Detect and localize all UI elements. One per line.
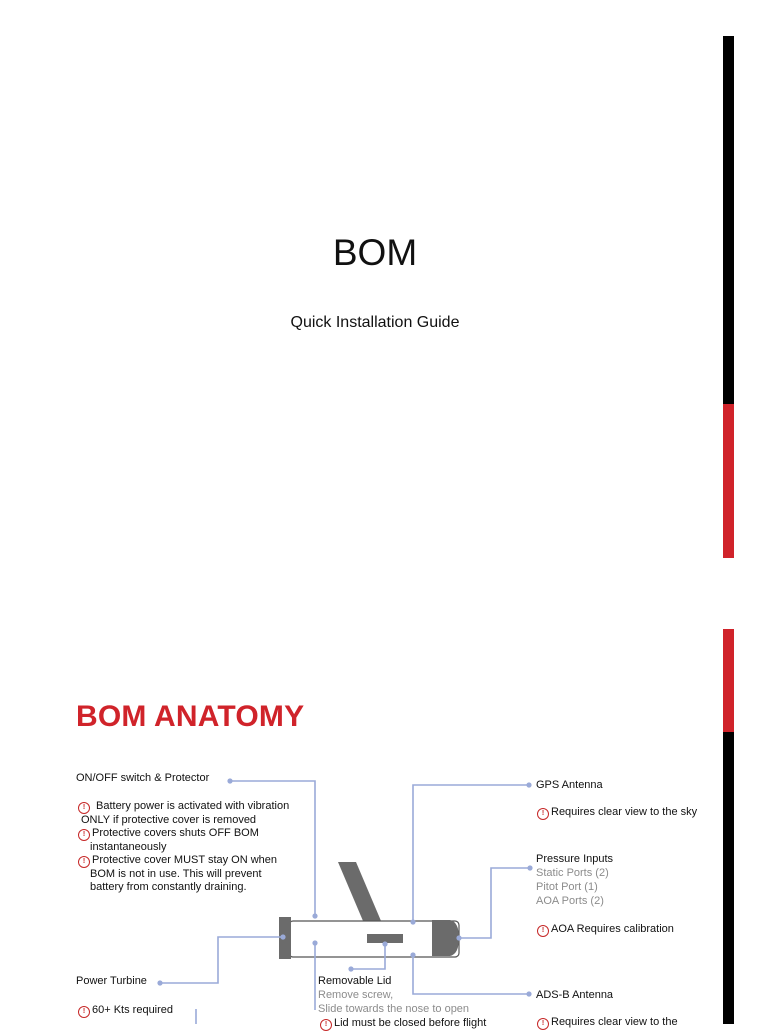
pressure-static-ports: Static Ports (2) [536,867,609,879]
warning-circle-icon: ! [78,1006,90,1018]
on-off-note-3b: BOM is not in use. This will prevent [90,868,262,880]
pressure-inputs-label: Pressure Inputs [536,853,614,865]
adsb-antenna-note: ! Requires clear view to the [537,1016,678,1030]
nose-cone [432,920,459,956]
warning-circle-icon: ! [78,802,90,814]
removable-lid-label: Removable Lid [318,975,392,987]
on-off-notes [78,800,289,894]
warning-circle-icon: ! [320,1019,332,1031]
pressure-pitot-port: Pitot Port (1) [536,881,598,893]
on-off-note-2: Protective covers shuts OFF BOM [92,827,259,839]
warning-circle-icon: ! [78,829,90,841]
power-turbine-note: ! 60+ Kts required [78,1004,173,1018]
removable-lid-note: ! Lid must be closed before flight [320,1017,486,1031]
warning-circle-icon: ! [78,856,90,868]
on-off-note-3c: battery from constantly draining. [90,881,247,893]
power-switch-tab [338,862,384,928]
warning-circle-icon: ! [537,1018,549,1030]
power-turbine-label: Power Turbine [76,975,147,987]
on-off-note-1: Battery power is activated with vibration [96,800,290,812]
on-off-switch-label: ON/OFF switch & Protector [76,772,210,784]
pressure-inputs-note: ! AOA Requires calibration [537,923,674,937]
adsb-antenna-label: ADS-B Antenna [536,989,614,1001]
removable-lid-line2: Slide towards the nose to open [318,1003,470,1015]
on-off-note-3: Protective cover MUST stay ON when [92,854,278,866]
gps-antenna-label: GPS Antenna [536,779,603,791]
page-title: BOM [332,232,418,273]
warning-circle-icon: ! [537,808,549,820]
on-off-note-1b: ONLY if protective cover is removed [81,814,257,826]
page-subtitle: Quick Installation Guide [290,314,460,331]
anatomy-heading: BOM ANATOMY [76,700,305,733]
gps-antenna-note: ! Requires clear view to the sky [537,806,697,820]
removable-lid-line1: Remove screw, [318,989,394,1001]
pressure-aoa-ports: AOA Ports (2) [536,895,604,907]
on-off-note-2b: instantaneously [90,841,167,853]
warning-circle-icon: ! [537,925,549,937]
